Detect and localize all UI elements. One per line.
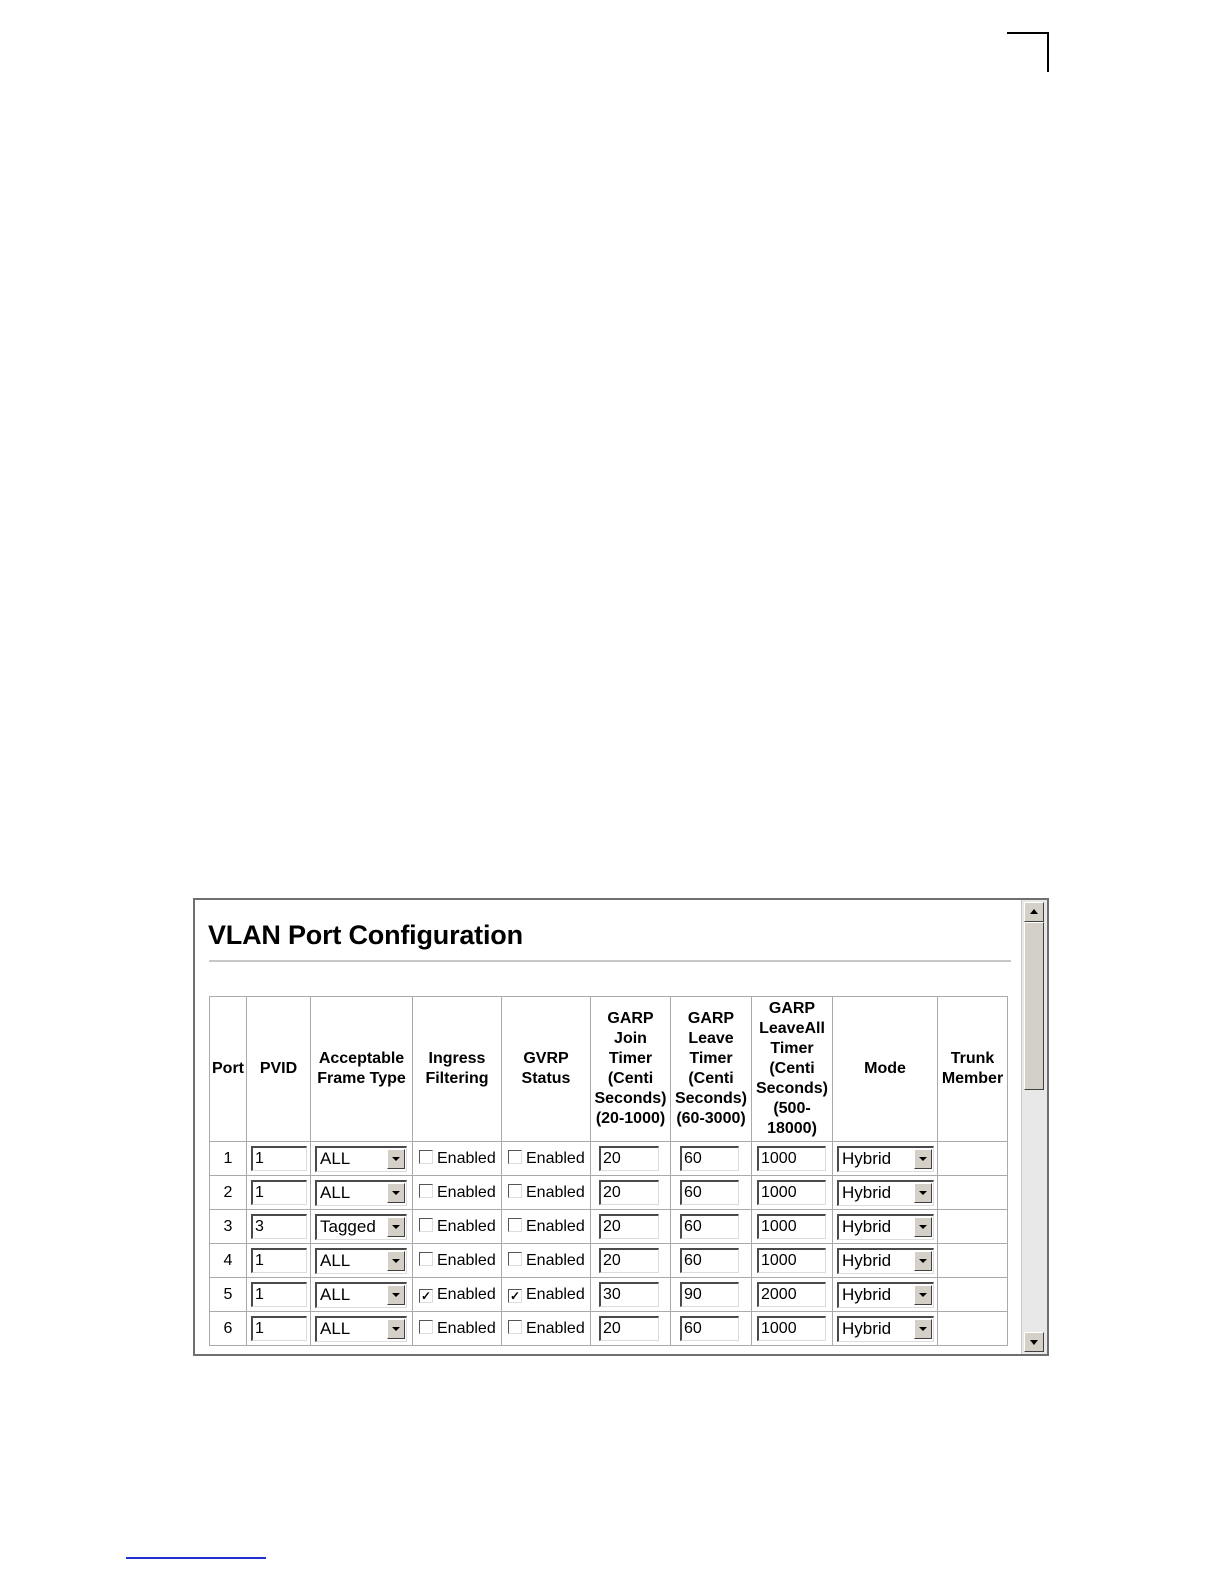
trunk-member-cell [938, 1312, 1008, 1346]
gvrp-status-checkbox[interactable] [508, 1320, 522, 1334]
mode-select[interactable] [837, 1248, 934, 1274]
garp-join-timer-input[interactable]: 20 [599, 1316, 659, 1341]
checkbox-label: Enabled [437, 1217, 496, 1235]
port-number: 3 [210, 1210, 247, 1244]
garp-join-timer-input[interactable]: 20 [599, 1248, 659, 1273]
pvid-input[interactable]: 1 [251, 1282, 307, 1307]
gvrp-status-checkbox[interactable] [508, 1218, 522, 1232]
garp-leave-timer-input[interactable]: 60 [680, 1180, 739, 1205]
table-row [210, 1210, 1008, 1244]
ingress-filtering-control[interactable] [419, 1286, 496, 1303]
ingress-filtering-control[interactable] [419, 1150, 496, 1167]
chevron-down-icon[interactable] [914, 1217, 932, 1237]
header-garp-join-timer: GARP Join Timer (Centi Seconds) (20-1000) [591, 997, 671, 1142]
checkbox-label: Enabled [437, 1285, 496, 1303]
gvrp-status-checkbox[interactable] [508, 1252, 522, 1266]
gvrp-status-checkbox[interactable] [508, 1184, 522, 1198]
gvrp-status-control[interactable] [508, 1184, 585, 1201]
chevron-down-icon[interactable] [387, 1285, 405, 1305]
checkbox-label: Enabled [437, 1319, 496, 1337]
table-row [210, 1312, 1008, 1346]
page-title: VLAN Port Configuration [208, 920, 523, 950]
garp-leaveall-timer-input[interactable]: 2000 [757, 1282, 826, 1307]
frame-type-value: ALL [320, 1182, 351, 1202]
header-ingress-filtering: Ingress Filtering [413, 997, 502, 1142]
pvid-input[interactable]: 1 [251, 1248, 307, 1273]
crop-mark [1007, 32, 1049, 72]
frame-type-value: ALL [320, 1250, 351, 1270]
header-port: Port [210, 997, 247, 1142]
ingress-filtering-checkbox[interactable]: ✓ [420, 1288, 432, 1303]
frame-type-value: ALL [320, 1284, 351, 1304]
port-number: 4 [210, 1244, 247, 1278]
title-divider [209, 960, 1011, 962]
checkbox-label: Enabled [526, 1183, 585, 1201]
gvrp-status-control[interactable] [508, 1218, 585, 1235]
vlan-port-config-window [193, 898, 1049, 1356]
mode-value: Hybrid [842, 1284, 892, 1304]
port-number: 6 [210, 1312, 247, 1346]
mode-select[interactable] [837, 1316, 934, 1342]
gvrp-status-control[interactable] [508, 1150, 585, 1167]
pvid-input[interactable]: 3 [251, 1214, 307, 1239]
header-garp-leaveall-timer: GARP LeaveAll Timer (Centi Seconds) (500- 18000) [752, 997, 833, 1142]
ingress-filtering-control[interactable] [419, 1218, 496, 1235]
ingress-filtering-control[interactable] [419, 1184, 496, 1201]
arrow-down-icon[interactable] [1024, 1332, 1044, 1352]
header-trunk-member: Trunk Member [938, 997, 1008, 1142]
ingress-filtering-control[interactable] [419, 1320, 496, 1337]
garp-leave-timer-input[interactable]: 60 [680, 1248, 739, 1273]
checkbox-label: Enabled [437, 1251, 496, 1269]
garp-join-timer-input[interactable]: 20 [599, 1146, 659, 1171]
garp-leaveall-timer-input[interactable]: 1000 [757, 1180, 826, 1205]
mode-value: Hybrid [842, 1250, 892, 1270]
table-row [210, 1278, 1008, 1312]
ingress-filtering-checkbox[interactable] [419, 1150, 433, 1164]
chevron-down-icon[interactable] [914, 1285, 932, 1305]
garp-leave-timer-input[interactable]: 60 [680, 1146, 739, 1171]
chevron-down-icon[interactable] [387, 1319, 405, 1339]
garp-leaveall-timer-input[interactable]: 1000 [757, 1214, 826, 1239]
gvrp-status-control[interactable] [508, 1286, 585, 1303]
vlan-port-table [209, 996, 1008, 1346]
header-garp-leave-timer: GARP Leave Timer (Centi Seconds) (60-3000) [671, 997, 752, 1142]
mode-value: Hybrid [842, 1318, 892, 1338]
gvrp-status-control[interactable] [508, 1320, 585, 1337]
garp-join-timer-input[interactable]: 30 [599, 1282, 659, 1307]
trunk-member-cell [938, 1278, 1008, 1312]
checkbox-label: Enabled [526, 1319, 585, 1337]
checkbox-label: Enabled [526, 1251, 585, 1269]
port-number: 2 [210, 1176, 247, 1210]
gvrp-status-checkbox[interactable]: ✓ [509, 1288, 521, 1303]
ingress-filtering-checkbox[interactable] [419, 1218, 433, 1232]
footer-rule [126, 1557, 266, 1559]
garp-leaveall-timer-input[interactable]: 1000 [757, 1316, 826, 1341]
frame-type-value: ALL [320, 1318, 351, 1338]
table-row [210, 1244, 1008, 1278]
mode-select[interactable] [837, 1282, 934, 1308]
chevron-down-icon[interactable] [914, 1183, 932, 1203]
frame-type-value: ALL [320, 1148, 351, 1168]
chevron-down-icon[interactable] [914, 1319, 932, 1339]
trunk-member-cell [938, 1176, 1008, 1210]
mode-select[interactable] [837, 1180, 934, 1206]
pvid-input[interactable]: 1 [251, 1316, 307, 1341]
ingress-filtering-control[interactable] [419, 1252, 496, 1269]
content-area [195, 900, 1021, 1356]
frame-type-select[interactable] [315, 1248, 407, 1274]
checkbox-label: Enabled [526, 1285, 585, 1303]
gvrp-status-control[interactable] [508, 1252, 585, 1269]
garp-leaveall-timer-input[interactable]: 1000 [757, 1146, 826, 1171]
chevron-down-icon[interactable] [387, 1183, 405, 1203]
garp-leave-timer-input[interactable]: 90 [680, 1282, 739, 1307]
frame-type-select[interactable] [315, 1180, 407, 1206]
garp-leaveall-timer-input[interactable]: 1000 [757, 1248, 826, 1273]
mode-value: Hybrid [842, 1216, 892, 1236]
ingress-filtering-checkbox[interactable] [419, 1184, 433, 1198]
trunk-member-cell [938, 1142, 1008, 1176]
ingress-filtering-checkbox[interactable] [419, 1252, 433, 1266]
checkbox-label: Enabled [437, 1149, 496, 1167]
frame-type-select[interactable] [315, 1282, 407, 1308]
header-pvid: PVID [247, 997, 311, 1142]
table-header-row [210, 997, 1008, 1142]
checkbox-label: Enabled [526, 1149, 585, 1167]
mode-value: Hybrid [842, 1182, 892, 1202]
mode-value: Hybrid [842, 1148, 892, 1168]
frame-type-value: Tagged [320, 1216, 376, 1236]
chevron-down-icon[interactable] [387, 1251, 405, 1271]
frame-type-select[interactable] [315, 1146, 407, 1172]
pvid-input[interactable]: 1 [251, 1180, 307, 1205]
arrow-up-icon[interactable] [1024, 902, 1044, 922]
garp-leave-timer-input[interactable]: 60 [680, 1214, 739, 1239]
header-frame-type: Acceptable Frame Type [311, 997, 413, 1142]
chevron-down-icon[interactable] [914, 1149, 932, 1169]
header-gvrp-status: GVRP Status [502, 997, 591, 1142]
mode-select[interactable] [837, 1146, 934, 1172]
trunk-member-cell [938, 1244, 1008, 1278]
table-row [210, 1142, 1008, 1176]
chevron-down-icon[interactable] [914, 1251, 932, 1271]
header-mode: Mode [833, 997, 938, 1142]
table-row [210, 1176, 1008, 1210]
scrollbar-thumb[interactable] [1024, 922, 1044, 1090]
chevron-down-icon[interactable] [387, 1149, 405, 1169]
pvid-input[interactable]: 1 [251, 1146, 307, 1171]
frame-type-select[interactable] [315, 1316, 407, 1342]
garp-leave-timer-input[interactable]: 60 [680, 1316, 739, 1341]
trunk-member-cell [938, 1210, 1008, 1244]
garp-join-timer-input[interactable]: 20 [599, 1180, 659, 1205]
mode-select[interactable] [837, 1214, 934, 1240]
port-number: 1 [210, 1142, 247, 1176]
garp-join-timer-input[interactable]: 20 [599, 1214, 659, 1239]
checkbox-label: Enabled [437, 1183, 496, 1201]
gvrp-status-checkbox[interactable] [508, 1150, 522, 1164]
frame-type-select[interactable] [315, 1214, 407, 1240]
chevron-down-icon[interactable] [387, 1217, 405, 1237]
checkbox-label: Enabled [526, 1217, 585, 1235]
vertical-scrollbar[interactable] [1021, 900, 1047, 1354]
ingress-filtering-checkbox[interactable] [419, 1320, 433, 1334]
port-number: 5 [210, 1278, 247, 1312]
